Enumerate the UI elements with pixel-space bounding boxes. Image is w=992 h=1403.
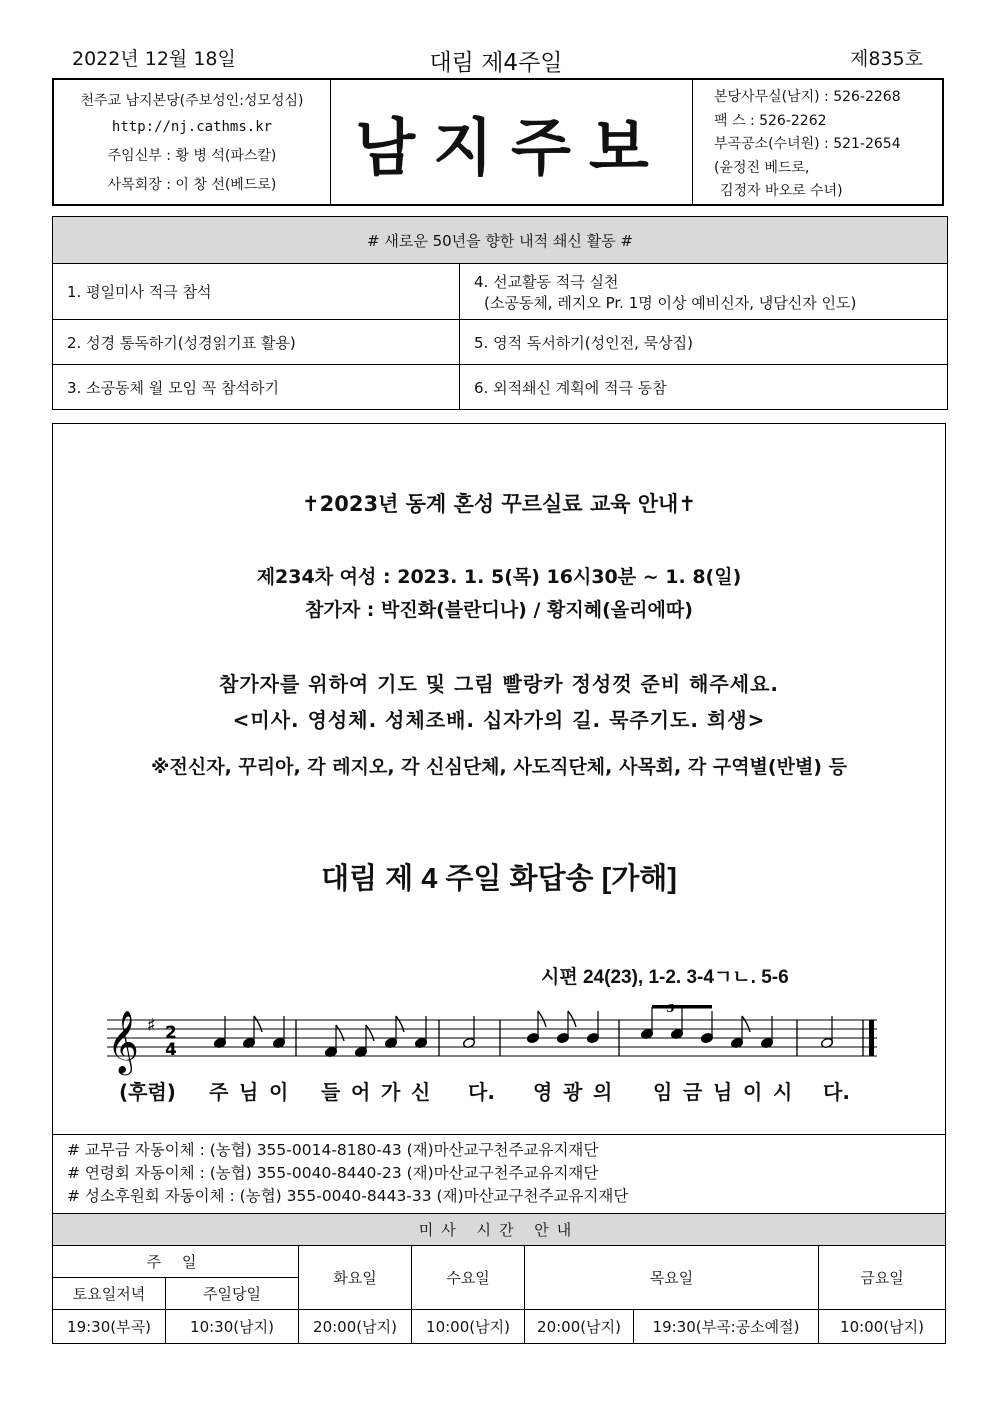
lyric-syllable: 금 [683, 1080, 703, 1104]
prayer-request: 참가자를 위하여 기도 및 그림 빨랑카 정성껏 준비 해주세요. [219, 672, 779, 696]
time-tuesday: 20:00(남지) [299, 1310, 412, 1344]
time-wednesday: 10:00(남지) [412, 1310, 525, 1344]
triplet-beam [652, 1005, 712, 1009]
goal-4-title: 4. 선교활동 적극 실천 [474, 272, 619, 291]
lyric-syllable: 이 [269, 1080, 289, 1104]
lyric-syllable: 들 [321, 1080, 341, 1104]
cursillo-schedule: 제234차 여성 : 2023. 1. 5(목) 16시30분 ~ 1. 8(일) [256, 566, 742, 588]
note-flag [366, 1025, 374, 1041]
thursday-header: 목요일 [525, 1246, 819, 1310]
contact-info [692, 80, 942, 204]
lyric-syllable: 주 [209, 1080, 229, 1104]
time-thursday-1: 20:00(남지) [525, 1310, 634, 1344]
masthead [52, 78, 944, 206]
lyric-syllable: 시 [773, 1080, 793, 1104]
lyric-syllable: 가 [381, 1080, 401, 1104]
cursillo-title: ✝2023년 동계 혼성 꾸르실료 교육 안내✝ [302, 492, 696, 516]
time-saturday: 19:30(부곡) [53, 1310, 166, 1344]
parish-url[interactable]: http://nj.cathms.kr [111, 119, 273, 135]
treble-clef-icon: 𝄞 [107, 1010, 139, 1073]
time-sig-bottom: 4 [165, 1040, 177, 1060]
lyric-syllable: 광 [563, 1080, 583, 1104]
lyric-syllable: 신 [411, 1080, 431, 1104]
goal-4-detail: (소공동체, 레지오 Pr. 1명 이상 예비신자, 냉담신자 인도) [484, 293, 857, 312]
time-sunday: 10:30(남지) [166, 1310, 299, 1344]
goal-1: 1. 평일미사 적극 참석 [53, 264, 460, 320]
note-flag [396, 1016, 404, 1032]
refrain-lyrics [53, 1076, 943, 1102]
sunday-header: 주 일 [53, 1246, 299, 1278]
mass-schedule-title: 미사 시간 안내 [53, 1214, 946, 1246]
goals-title: # 새로운 50년을 향한 내적 쇄신 활동 # [53, 217, 948, 264]
mass-schedule-table [52, 1213, 946, 1344]
lyric-syllable: 님 [713, 1080, 733, 1104]
council-chair: 사목회장 : 이 창 선(베드로) [107, 177, 277, 193]
goal-3: 3. 소공동체 월 모임 꼭 참석하기 [53, 365, 460, 410]
mission-phone: 부곡공소(수녀원) : 521-2654 [714, 136, 901, 152]
psalm-reference: 시편 24(23), 1-2. 3-4ㄱㄴ. 5-6 [541, 967, 789, 988]
pastor-name: 주임신부 : 황 병 석(파스칼) [107, 148, 277, 164]
note-flag [336, 1025, 344, 1041]
renewal-goals-table [52, 216, 948, 410]
psalm-title: 대림 제 4 주일 화답송 [가해] [321, 863, 677, 895]
parish-info [54, 80, 331, 204]
sisters-line-1: (윤정진 베드로, [714, 159, 810, 176]
account-info [52, 1135, 946, 1213]
lyric-syllable: 다. [468, 1080, 495, 1104]
lyric-syllable: 이 [743, 1080, 763, 1104]
note-flag [742, 1016, 750, 1032]
lyric-syllable: 어 [351, 1080, 371, 1104]
palanca-list: <미사. 영성체. 성체조배. 십자가의 길. 묵주기도. 희생> [232, 708, 766, 732]
time-friday: 10:00(남지) [819, 1310, 946, 1344]
target-groups: ※전신자, 꾸리아, 각 레지오, 각 신심단체, 사도직단체, 사목회, 각 구역별(반별) 등 [151, 756, 847, 778]
account-tithe: # 교무금 자동이체 : (농협) 355-0014-8180-43 (재)마산교구천주교유지재단 [67, 1141, 599, 1159]
lyric-syllable: 님 [239, 1080, 259, 1104]
triplet-mark: 3 [667, 1002, 675, 1015]
note-flag [568, 1011, 576, 1027]
notes-group [213, 1005, 833, 1058]
friday-header: 금요일 [819, 1246, 946, 1310]
lyric-syllable: 다. [823, 1080, 850, 1104]
note-flag [254, 1016, 262, 1032]
issue-date: 2022년 12월 18일 [72, 48, 236, 70]
notice-box [52, 423, 946, 1135]
goal-4 [460, 264, 948, 320]
liturgical-sunday: 대림 제4주일 [429, 50, 563, 76]
office-phone: 본당사무실(남지) : 526-2268 [714, 89, 901, 105]
account-funeral: # 연령회 자동이체 : (농협) 355-0040-8440-23 (재)마산교구천주교유지재단 [67, 1164, 599, 1182]
lyric-syllable: 의 [593, 1080, 613, 1104]
lyric-syllable: 임 [653, 1080, 673, 1104]
issue-number: 제835호 [850, 48, 923, 70]
wednesday-header: 수요일 [412, 1246, 525, 1310]
note-flag [538, 1011, 546, 1027]
sunday-day-header: 주일당일 [166, 1278, 299, 1310]
cursillo-participants: 참가자 : 박진화(블란디나) / 황지혜(올리에따) [305, 599, 693, 621]
time-sig-top: 2 [165, 1023, 177, 1043]
sharp-icon: ♯ [147, 1015, 156, 1036]
fax-number: 팩 스 : 526-2262 [714, 112, 827, 129]
tuesday-header: 화요일 [299, 1246, 412, 1310]
saturday-evening-header: 토요일저녁 [53, 1278, 166, 1310]
lyric-syllable: 영 [533, 1080, 553, 1104]
goal-6: 6. 외적쇄신 계획에 적극 동참 [460, 365, 948, 410]
goal-2: 2. 성경 통독하기(성경읽기표 활용) [53, 320, 460, 365]
account-vocation: # 성소후원회 자동이체 : (농협) 355-0040-8443-33 (재)마산교구천주교유지재단 [67, 1187, 629, 1205]
parish-name: 천주교 남지본당(주보성인:성모성심) [80, 93, 304, 109]
sisters-line-2: 김정자 바오로 수녀) [720, 183, 843, 199]
final-barline [869, 1020, 874, 1056]
goal-5: 5. 영적 독서하기(성인전, 묵상집) [460, 320, 948, 365]
time-thursday-2: 19:30(부곡:공소예절) [634, 1310, 819, 1344]
bulletin-title: 남지주보 [330, 80, 693, 204]
refrain-label: (후렴) [119, 1080, 176, 1104]
